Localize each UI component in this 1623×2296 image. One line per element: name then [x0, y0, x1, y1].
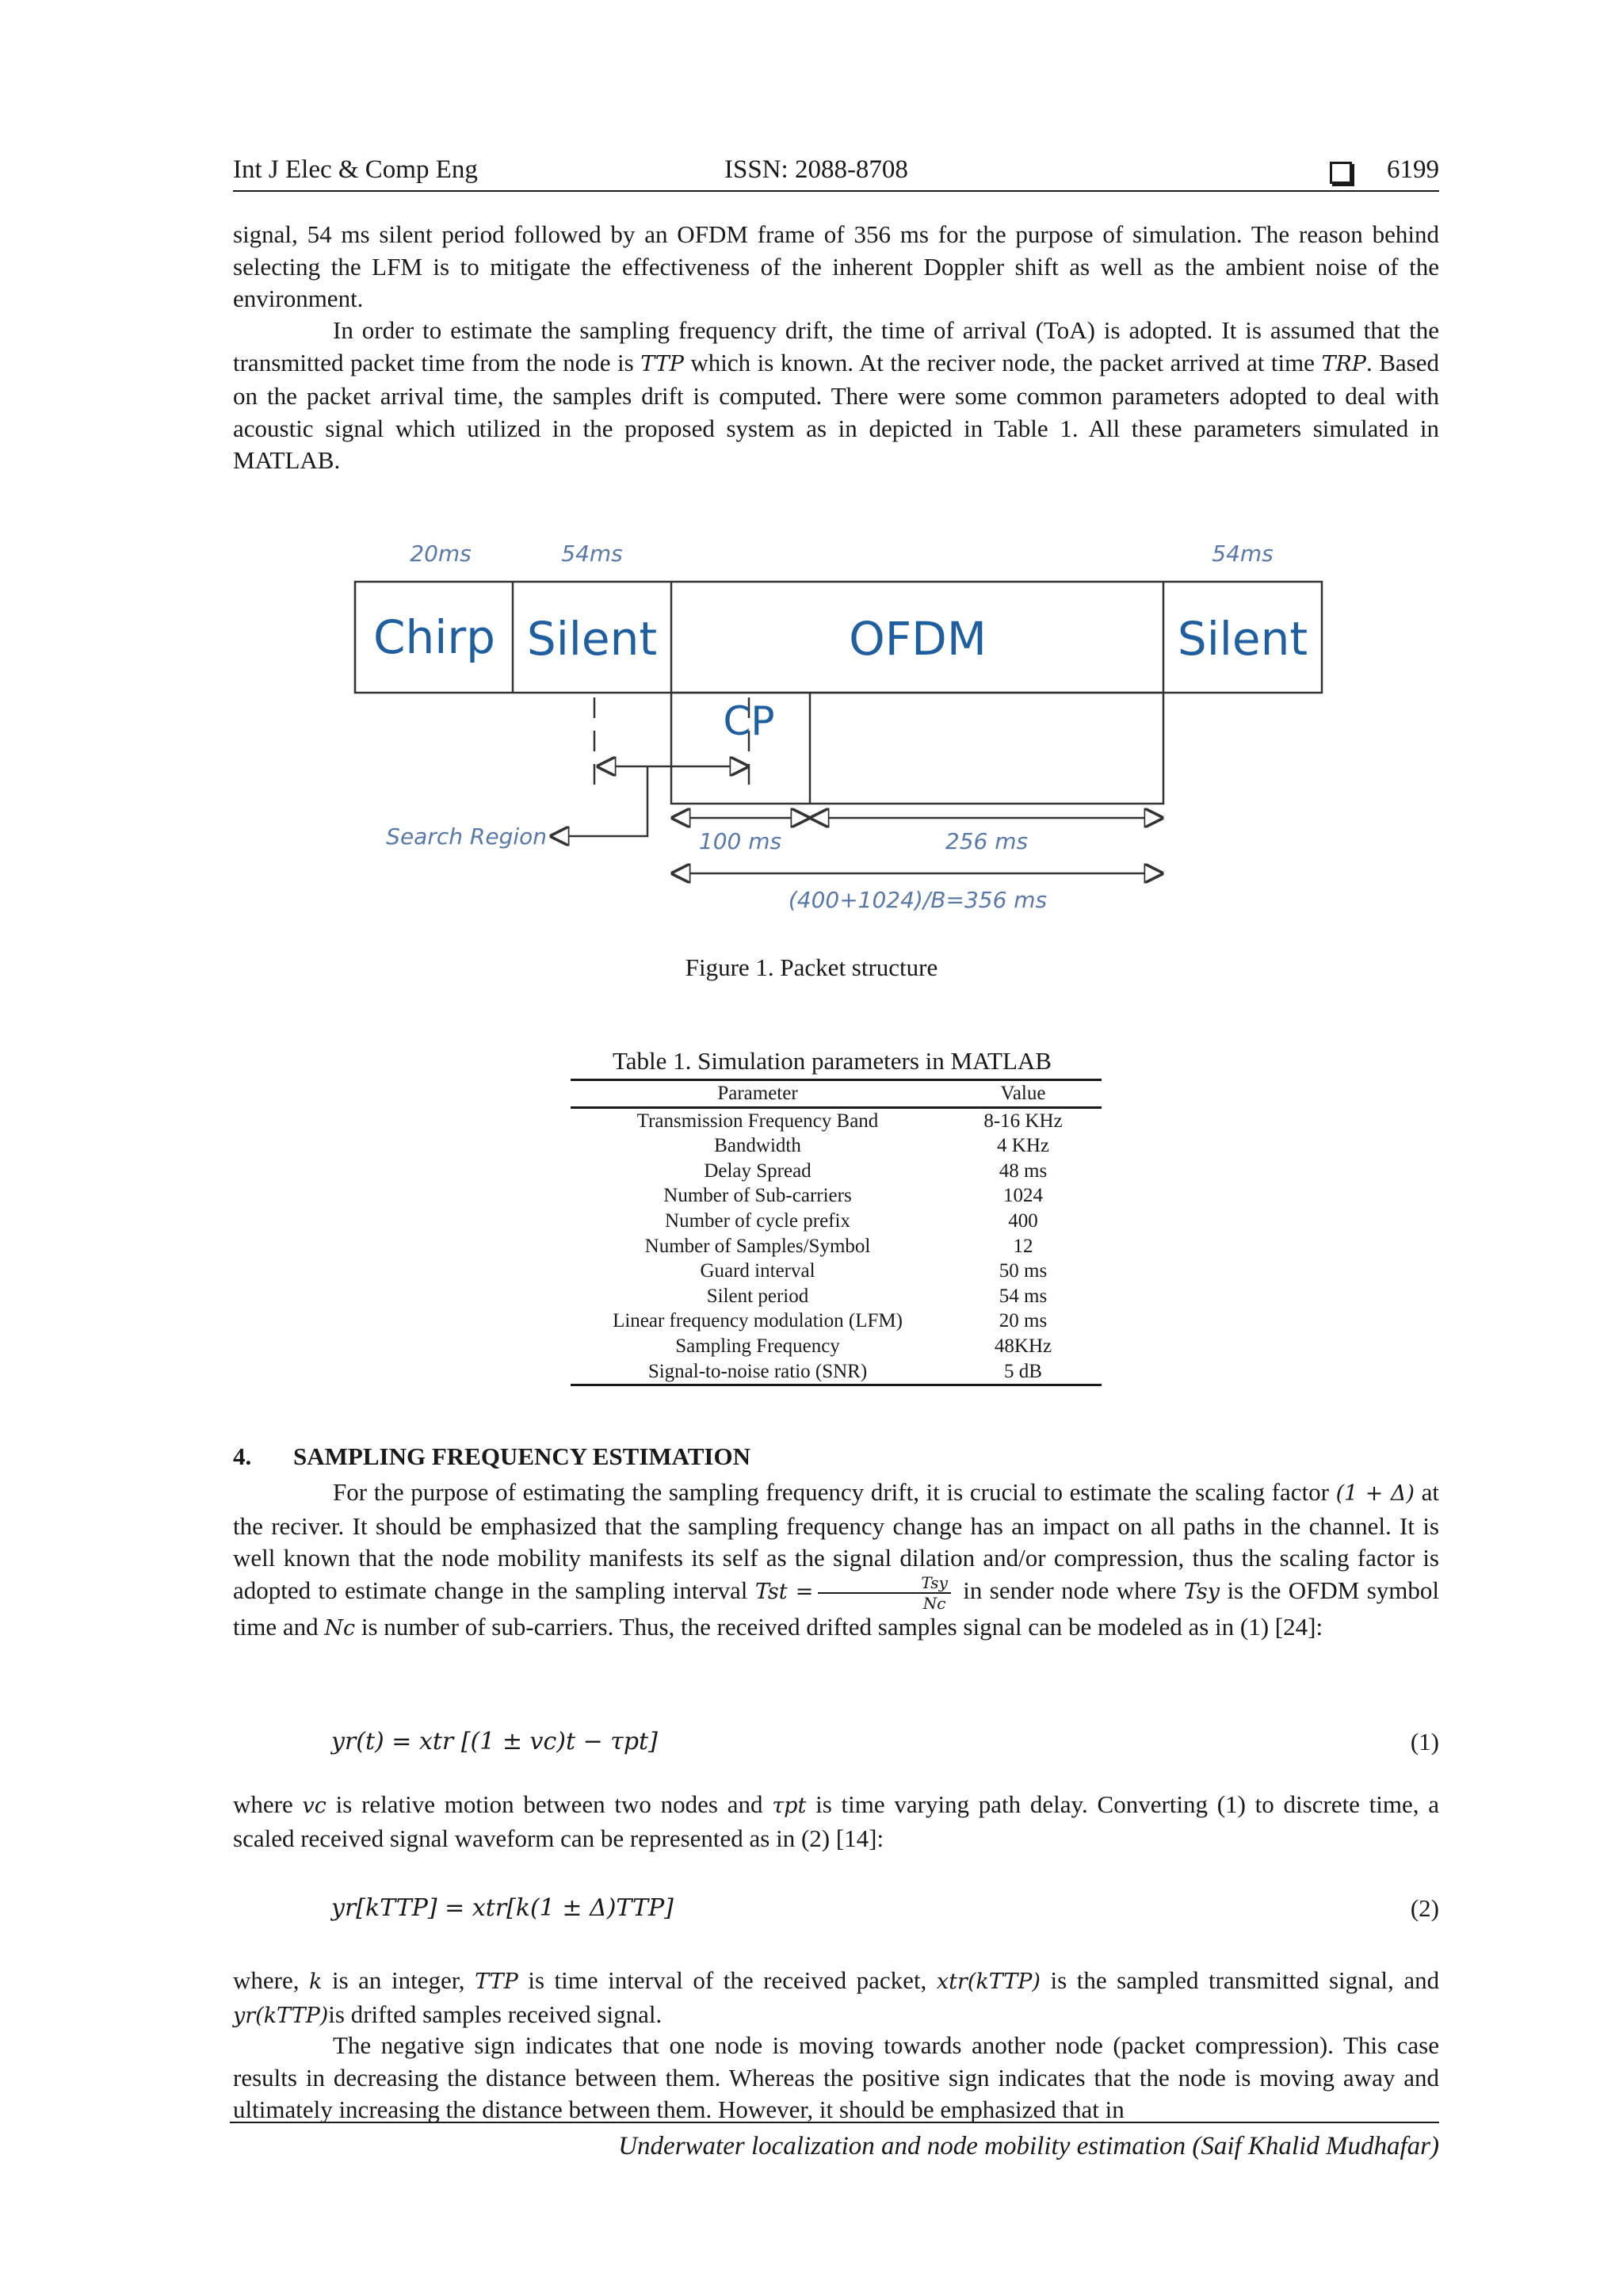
- label-256ms: 256 ms: [945, 828, 1029, 854]
- cell-parameter: Number of Samples/Symbol: [644, 1235, 871, 1257]
- header-parameter: Parameter: [571, 1080, 945, 1108]
- math-k: k: [309, 1969, 323, 1994]
- cell-value: 5 dB: [945, 1359, 1102, 1385]
- text-run: is relative motion between two nodes and: [335, 1790, 763, 1818]
- label-cp: CP: [723, 698, 775, 744]
- math-tsy: Tsy: [1183, 1579, 1220, 1604]
- text-run: is number of sub-carriers. Thus, the received drifted samples signal can be modeled as in (1) [24]:: [361, 1612, 1323, 1641]
- paragraph-5: [233, 1965, 1439, 2032]
- label-20ms: 20ms: [410, 541, 472, 567]
- cell-value: 8-16 KHz: [983, 1110, 1063, 1132]
- square-box-icon: [1330, 162, 1352, 184]
- math-yr: yr(kTTP): [233, 2003, 329, 2028]
- text-run: where,: [233, 1966, 300, 1994]
- issn: ISSN: 2088-8708: [724, 155, 908, 184]
- cell-parameter: Delay Spread: [704, 1159, 812, 1182]
- text-run: in sender node where: [963, 1576, 1177, 1604]
- table-row: [571, 1159, 1102, 1184]
- label-54ms-a: 54ms: [561, 541, 623, 567]
- table-row: [571, 1359, 1102, 1385]
- page-number: 6199: [1387, 155, 1439, 184]
- math-ttp: TTP: [640, 351, 684, 376]
- text-run: For the purpose of estimating the sampling frequency drift, it is crucial to estimate the scaling factor: [333, 1478, 1329, 1506]
- search-region-pointer: [552, 766, 647, 836]
- cell-parameter: Number of cycle prefix: [665, 1209, 850, 1232]
- text-run: is an integer,: [331, 1966, 465, 1994]
- paragraph-3: [233, 1477, 1439, 1645]
- cell-value: 48KHz: [994, 1335, 1052, 1357]
- text-run: In order to estimate the sampling frequency drift, the time of arrival (ToA) is adopted. It is assumed that the transmitted packet time from the node is: [233, 316, 1439, 376]
- text-run: at the reciver. It should be emphasized that the sampling frequency change has an impact on all paths in the channel. It is well known that the node mobility manifests its self as the signal dilation and/or compression, thus the scaling factor is adopted to estimate change in the sampling interval: [233, 1478, 1439, 1604]
- cell-parameter: Signal-to-noise ratio (SNR): [571, 1359, 945, 1385]
- cell-value: 48 ms: [999, 1159, 1048, 1182]
- math-trp: TRP: [1321, 351, 1366, 376]
- cell-value: 400: [1008, 1209, 1038, 1232]
- equation-1-body: yr(t) = xtr [(1 ± vc)t − τpt]: [331, 1728, 658, 1755]
- footer-rule: [230, 2122, 1439, 2123]
- equation-2-number: (2): [1410, 1894, 1439, 1922]
- cell-parameter: Transmission Frequency Band: [636, 1110, 879, 1132]
- math-tau-pt: τpt: [772, 1794, 807, 1818]
- cell-parameter: Silent period: [706, 1285, 809, 1307]
- header-value: Value: [945, 1080, 1102, 1108]
- cell-parameter: Bandwidth: [714, 1135, 801, 1157]
- equation-1: [331, 1728, 1439, 1755]
- figure-caption: Figure 1. Packet structure: [685, 953, 938, 981]
- text-run: which is known. At the reciver node, the packet arrived at time: [690, 348, 1315, 376]
- section-title: SAMPLING FREQUENCY ESTIMATION: [293, 1442, 750, 1470]
- text-run: is the OFDM symbol time and: [233, 1576, 1440, 1641]
- cell-value: 1024: [1003, 1185, 1043, 1207]
- math-scaling-factor: (1 + Δ): [1335, 1481, 1415, 1506]
- text-run: is time varying path delay. Converting (1) to discrete time, a scaled received signal waveform can be represented as in (2) [14]:: [233, 1790, 1440, 1852]
- equation-1-number: (1): [1410, 1728, 1439, 1755]
- math-nc: Nc: [324, 1615, 356, 1641]
- label-ofdm: OFDM: [849, 612, 987, 666]
- running-header: [233, 155, 1439, 190]
- label-silent-1: Silent: [526, 612, 658, 666]
- packet-structure-diagram: [333, 531, 1331, 919]
- cell-value: 50 ms: [999, 1260, 1048, 1282]
- equation-2: [331, 1894, 1439, 1922]
- table-row: [571, 1209, 1102, 1234]
- math-xtr: xtr(kTTP): [936, 1969, 1041, 1994]
- paragraph-4: [233, 1789, 1439, 1855]
- label-100ms: 100 ms: [698, 828, 782, 854]
- text-run: is time interval of the received packet,: [528, 1966, 927, 1994]
- section-heading: [233, 1442, 750, 1471]
- text-run: where: [233, 1790, 293, 1818]
- label-chirp: Chirp: [372, 610, 496, 664]
- table-row: [571, 1308, 1102, 1334]
- text-run: is drifted samples received signal.: [328, 2000, 663, 2028]
- table-row: [571, 1334, 1102, 1359]
- label-54ms-b: 54ms: [1212, 541, 1274, 567]
- math-vc: vc: [302, 1794, 327, 1818]
- journal-name: Int J Elec & Comp Eng: [233, 155, 478, 184]
- label-search-region: Search Region: [386, 823, 547, 850]
- table-row: [571, 1107, 1102, 1133]
- table-row: [571, 1284, 1102, 1309]
- equation-2-body: yr[kTTP] = xtr[k(1 ± Δ)TTP]: [331, 1894, 674, 1922]
- fraction-tsy-nc: [818, 1572, 950, 1613]
- table-row: [571, 1183, 1102, 1209]
- cell-value: 20 ms: [999, 1310, 1048, 1332]
- cell-value: 54 ms: [999, 1285, 1048, 1307]
- cell-parameter: Guard interval: [700, 1260, 815, 1282]
- paragraph-2: [233, 315, 1439, 477]
- fraction-denominator: Nc: [922, 1593, 946, 1613]
- table-caption: Table 1. Simulation parameters in MATLAB: [612, 1047, 1052, 1075]
- text-run: is the sampled transmitted signal, and: [1050, 1966, 1440, 1994]
- cell-parameter: Number of Sub-carriers: [663, 1185, 852, 1207]
- cell-parameter: Linear frequency modulation (LFM): [613, 1310, 903, 1332]
- label-total-duration: (400+1024)/B=356 ms: [788, 887, 1048, 913]
- parameters-table: [571, 1079, 1102, 1386]
- math-ttp: TTP: [475, 1969, 518, 1994]
- running-footer: Underwater localization and node mobility estimation (Saif Khalid Mudhafar): [618, 2132, 1439, 2160]
- table-row: [571, 1133, 1102, 1159]
- cell-value: 4 KHz: [997, 1135, 1049, 1157]
- section-number: 4.: [233, 1442, 252, 1470]
- header-rule: [233, 190, 1439, 192]
- table-header-row: [571, 1080, 1102, 1108]
- label-silent-2: Silent: [1177, 612, 1308, 666]
- text-run: . Based on the packet arrival time, the samples drift is computed. There were some common parameters adopted to deal with acoustic signal which utilized in the proposed system as in depicted in Table 1. All these parameters simulated in MATLAB.: [233, 348, 1440, 474]
- cell-value: 12: [1013, 1235, 1033, 1257]
- paragraph-6: The negative sign indicates that one node is moving towards another node (packet compression). This case results in decreasing the distance between them. Whereas the positive sign indicates that the node is moving away and ultimately increasing the distance between them. However, it should be emphasized that in: [233, 2031, 1439, 2123]
- fraction-numerator: Tsy: [818, 1575, 950, 1594]
- cell-parameter: Sampling Frequency: [675, 1335, 840, 1357]
- table-row: [571, 1259, 1102, 1284]
- paragraph-1: signal, 54 ms silent period followed by an OFDM frame of 356 ms for the purpose of simulation. The reason behind selecting the LFM is to mitigate the effectiveness of the inherent Doppler shift as well as the ambient noise of the environment.: [233, 220, 1439, 312]
- table-row: [571, 1234, 1102, 1259]
- math-tst: Tst =: [754, 1579, 814, 1604]
